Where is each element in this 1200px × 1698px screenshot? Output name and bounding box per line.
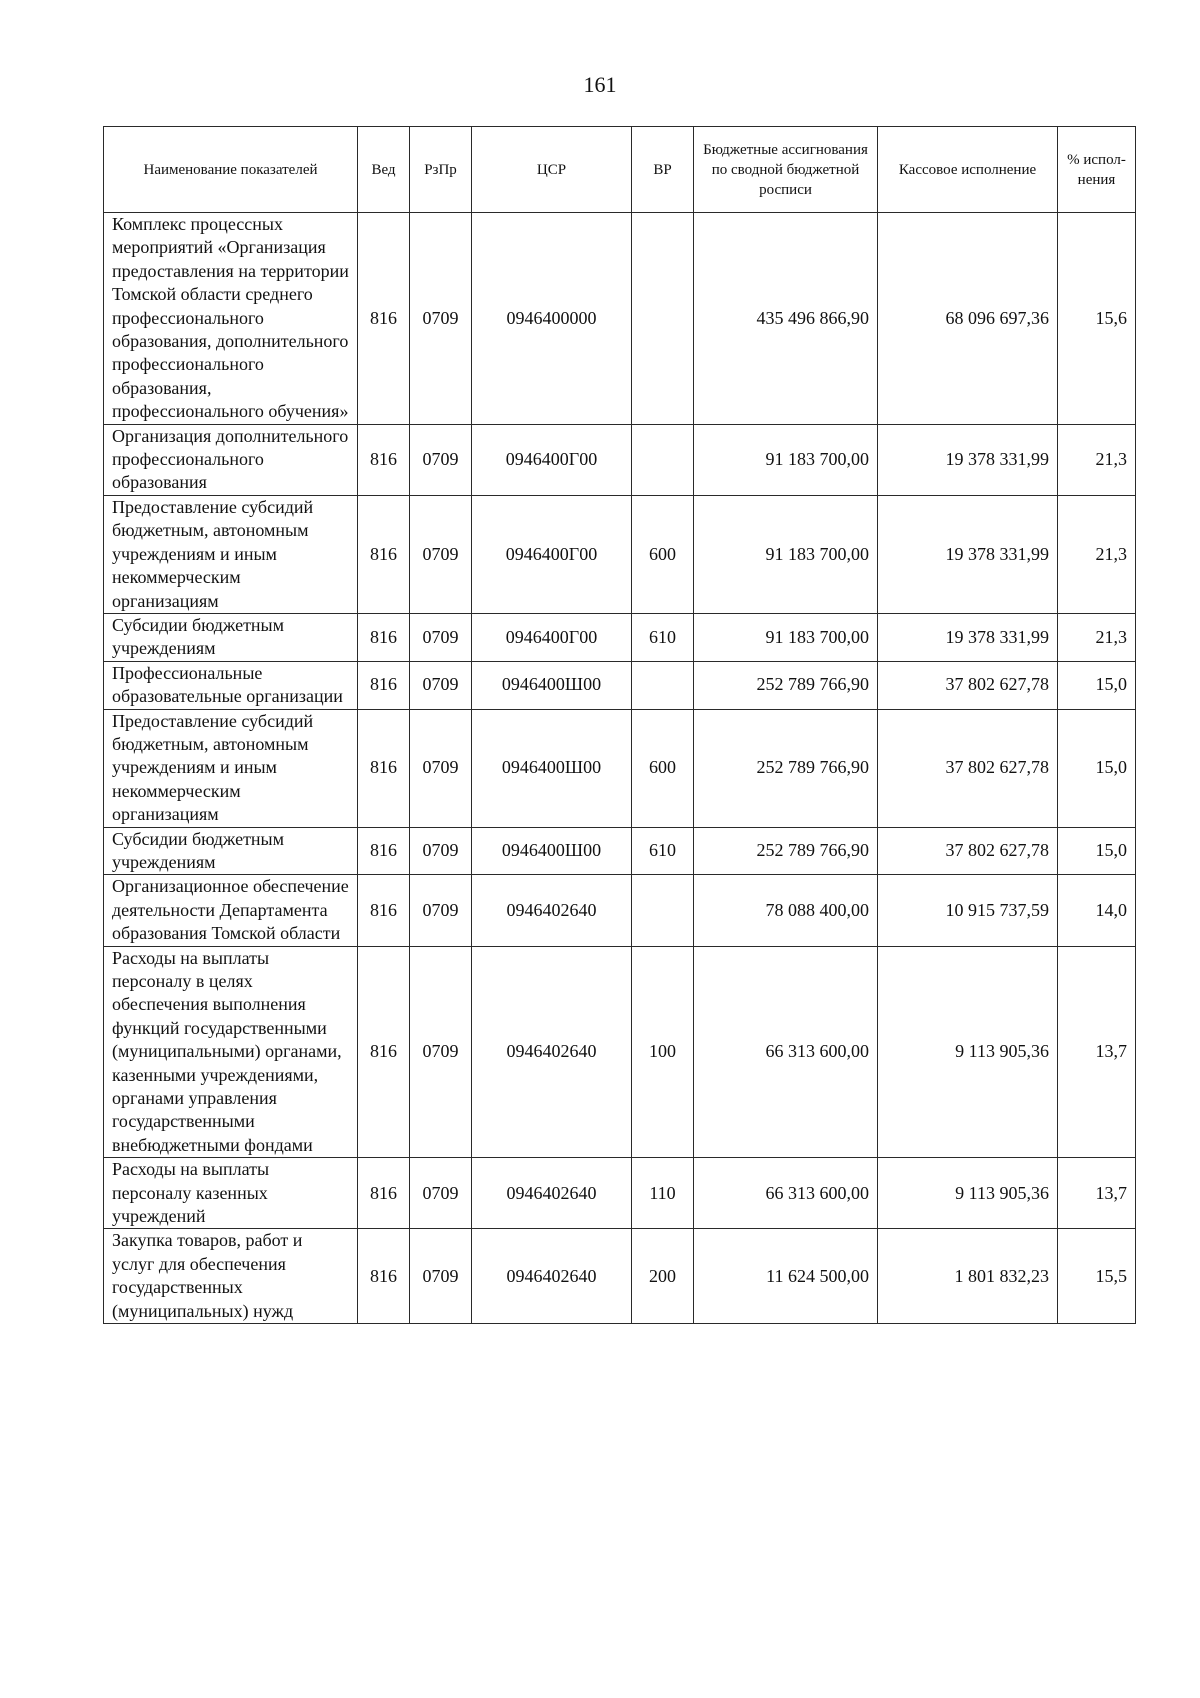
row-cash: 37 802 627,78: [878, 661, 1058, 709]
row-ved: 816: [358, 946, 410, 1158]
row-csr: 0946402640: [472, 1158, 632, 1229]
row-vr: 600: [632, 709, 694, 827]
row-cash: 9 113 905,36: [878, 946, 1058, 1158]
row-rzpr: 0709: [410, 424, 472, 495]
row-name: Организация дополнительного профессионального образования: [104, 424, 358, 495]
row-vr: 100: [632, 946, 694, 1158]
row-vr: 610: [632, 613, 694, 661]
row-rzpr: 0709: [410, 827, 472, 875]
row-rzpr: 0709: [410, 613, 472, 661]
row-cash: 19 378 331,99: [878, 495, 1058, 613]
header-csr: ЦСР: [472, 127, 632, 213]
row-rzpr: 0709: [410, 1229, 472, 1324]
table-row: [104, 1229, 1136, 1324]
row-csr: 0946402640: [472, 1229, 632, 1324]
row-cash: 68 096 697,36: [878, 213, 1058, 425]
row-percent: 15,0: [1058, 661, 1136, 709]
row-vr: [632, 213, 694, 425]
row-cash: 9 113 905,36: [878, 1158, 1058, 1229]
row-percent: 13,7: [1058, 946, 1136, 1158]
row-ved: 816: [358, 424, 410, 495]
table-row: [104, 424, 1136, 495]
row-csr: 0946402640: [472, 946, 632, 1158]
row-ved: 816: [358, 661, 410, 709]
row-percent: 13,7: [1058, 1158, 1136, 1229]
table-row: [104, 875, 1136, 946]
row-vr: [632, 424, 694, 495]
row-vr: 610: [632, 827, 694, 875]
header-row: [104, 127, 1136, 213]
row-vr: 200: [632, 1229, 694, 1324]
table-row: [104, 709, 1136, 827]
row-cash: 1 801 832,23: [878, 1229, 1058, 1324]
row-percent: 15,0: [1058, 709, 1136, 827]
row-name: Предоставление субсидий бюджетным, автономным учреждениям и иным некоммерческим организациям: [104, 495, 358, 613]
table-row: [104, 613, 1136, 661]
row-cash: 37 802 627,78: [878, 827, 1058, 875]
row-ved: 816: [358, 613, 410, 661]
row-ved: 816: [358, 709, 410, 827]
row-ved: 816: [358, 495, 410, 613]
row-name: Субсидии бюджетным учреждениям: [104, 613, 358, 661]
row-vr: 110: [632, 1158, 694, 1229]
row-csr: 0946400Ш00: [472, 827, 632, 875]
row-name: Расходы на выплаты персоналу в целях обеспечения выполнения функций государственными (муниципальными) органами, казенными учреждениями, органами управления государственными внебюджетными фондами: [104, 946, 358, 1158]
row-name: Закупка товаров, работ и услуг для обеспечения государственных (муниципальных) нужд: [104, 1229, 358, 1324]
table-row: [104, 946, 1136, 1158]
row-ved: 816: [358, 827, 410, 875]
header-name: Наименование показателей: [104, 127, 358, 213]
page-number: 161: [583, 72, 617, 97]
row-percent: 15,6: [1058, 213, 1136, 425]
row-percent: 14,0: [1058, 875, 1136, 946]
table-row: [104, 495, 1136, 613]
row-csr: 0946402640: [472, 875, 632, 946]
row-assignments: 252 789 766,90: [694, 827, 878, 875]
row-rzpr: 0709: [410, 709, 472, 827]
row-assignments: 91 183 700,00: [694, 613, 878, 661]
row-assignments: 66 313 600,00: [694, 1158, 878, 1229]
budget-execution-table: [103, 126, 1136, 1324]
table-row: [104, 1158, 1136, 1229]
row-vr: 600: [632, 495, 694, 613]
row-csr: 0946400Г00: [472, 495, 632, 613]
row-assignments: 11 624 500,00: [694, 1229, 878, 1324]
table-body: [104, 213, 1136, 1324]
row-name: Организационное обеспечение деятельности Департамента образования Томской области: [104, 875, 358, 946]
row-percent: 15,0: [1058, 827, 1136, 875]
row-cash: 19 378 331,99: [878, 613, 1058, 661]
header-percent: % испол-нения: [1058, 127, 1136, 213]
header-vr: ВР: [632, 127, 694, 213]
row-assignments: 66 313 600,00: [694, 946, 878, 1158]
row-assignments: 435 496 866,90: [694, 213, 878, 425]
row-assignments: 252 789 766,90: [694, 661, 878, 709]
row-rzpr: 0709: [410, 661, 472, 709]
row-csr: 0946400Ш00: [472, 709, 632, 827]
row-rzpr: 0709: [410, 495, 472, 613]
row-cash: 10 915 737,59: [878, 875, 1058, 946]
header-cash: Кассовое исполнение: [878, 127, 1058, 213]
row-assignments: 91 183 700,00: [694, 424, 878, 495]
row-csr: 0946400000: [472, 213, 632, 425]
table-row: [104, 213, 1136, 425]
row-ved: 816: [358, 213, 410, 425]
row-percent: 15,5: [1058, 1229, 1136, 1324]
table-row: [104, 661, 1136, 709]
row-cash: 37 802 627,78: [878, 709, 1058, 827]
row-vr: [632, 875, 694, 946]
row-rzpr: 0709: [410, 946, 472, 1158]
row-name: Расходы на выплаты персоналу казенных учреждений: [104, 1158, 358, 1229]
row-vr: [632, 661, 694, 709]
row-assignments: 78 088 400,00: [694, 875, 878, 946]
row-rzpr: 0709: [410, 875, 472, 946]
row-percent: 21,3: [1058, 424, 1136, 495]
row-rzpr: 0709: [410, 213, 472, 425]
header-rzpr: РзПр: [410, 127, 472, 213]
row-percent: 21,3: [1058, 613, 1136, 661]
row-ved: 816: [358, 875, 410, 946]
row-name: Предоставление субсидий бюджетным, автономным учреждениям и иным некоммерческим организациям: [104, 709, 358, 827]
row-csr: 0946400Г00: [472, 424, 632, 495]
row-csr: 0946400Ш00: [472, 661, 632, 709]
row-assignments: 252 789 766,90: [694, 709, 878, 827]
row-assignments: 91 183 700,00: [694, 495, 878, 613]
table-header: [104, 127, 1136, 213]
row-name: Профессиональные образовательные организации: [104, 661, 358, 709]
header-ved: Вед: [358, 127, 410, 213]
row-name: Субсидии бюджетным учреждениям: [104, 827, 358, 875]
table-row: [104, 827, 1136, 875]
row-cash: 19 378 331,99: [878, 424, 1058, 495]
row-ved: 816: [358, 1229, 410, 1324]
row-rzpr: 0709: [410, 1158, 472, 1229]
row-name: Комплекс процессных мероприятий «Организация предоставления на территории Томской области среднего профессионального образования, дополнительного профессионального образования, профессионального обучения»: [104, 213, 358, 425]
row-percent: 21,3: [1058, 495, 1136, 613]
row-ved: 816: [358, 1158, 410, 1229]
row-csr: 0946400Г00: [472, 613, 632, 661]
header-assignments: Бюджетные ассигнования по сводной бюджетной росписи: [694, 127, 878, 213]
